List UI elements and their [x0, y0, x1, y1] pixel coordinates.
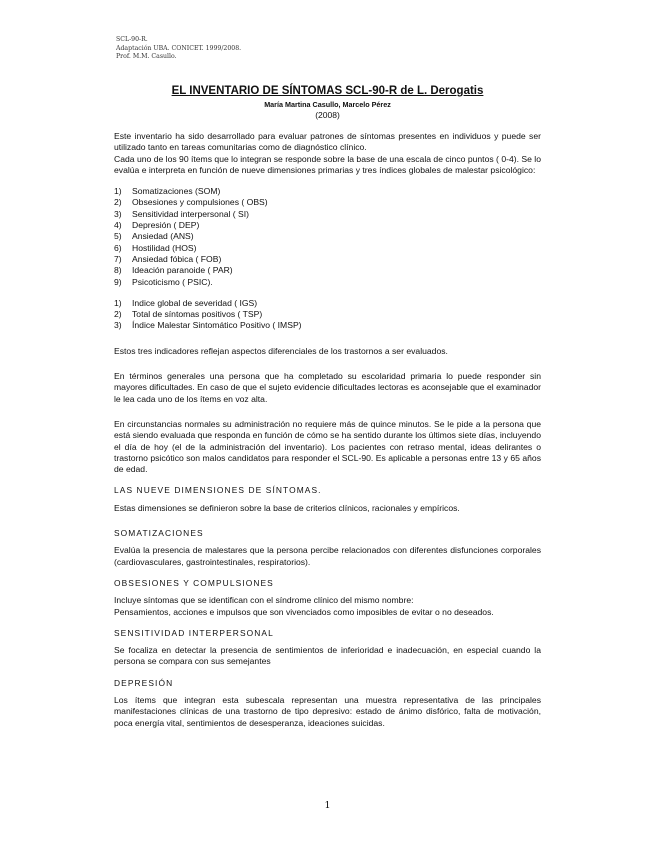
indicators-paragraph: Estos tres indicadores reflejan aspectos diferenciales de los trastornos a ser evaluados.	[114, 345, 448, 356]
section-heading-depresion: DEPRESIÓN	[114, 677, 174, 688]
section-heading-sensitividad: SENSITIVIDAD INTERPERSONAL	[114, 627, 274, 638]
document-authors: María Martina Casullo, Marcelo Pérez	[264, 100, 391, 109]
list-item: 7) Ansiedad fóbica ( FOB)	[114, 253, 222, 264]
document-title	[0, 85, 655, 98]
document-header	[116, 36, 241, 62]
section-body-somatizaciones: Evalúa la presencia de malestares que la persona percibe relacionados con diferentes disfunciones corporales (cardiovasculares, gastrointestinales, respiratorios).	[114, 545, 541, 567]
document-year: (2008)	[315, 110, 340, 120]
header-line-scale: SCL-90-R.	[116, 36, 148, 43]
general-terms-paragraph: En términos generales una persona que ha completado su escolaridad primaria lo puede responder sin mayores dificultades. En caso de que el sujeto evidencie dificultades lectoras es aconsejable que el examinador le lea cada uno de los ítems en voz alta.	[114, 371, 541, 404]
page-number: 1	[324, 800, 331, 811]
administration-paragraph: En circunstancias normales su administración no requiere más de quince minutos. Se le pide a la persona que está siendo evaluada que responda en función de cómo se ha sentido durante los últimos siete días, incluyendo el día de hoy (el de la administración del inventario). Los pacientes con retraso mental, ideas delirantes o trastorno psicótico son malos candidatos para responder el SCL-90. Es aplicable a personas entre 13 y 65 años de edad.	[114, 418, 541, 475]
list-item: 6) Hostilidad (HOS)	[114, 242, 197, 253]
list-item: 4) Depresión ( DEP)	[114, 220, 200, 231]
section-heading-dimensions: LAS NUEVE DIMENSIONES DE SÍNTOMAS.	[114, 485, 322, 496]
global-indices-list	[114, 298, 541, 332]
list-item: 3) Índice Malestar Sintomático Positivo ( IMSP)	[114, 320, 302, 331]
section-heading-somatizaciones: SOMATIZACIONES	[114, 528, 204, 539]
list-item: 2) Obsesiones y compulsiones ( OBS)	[114, 197, 268, 208]
header-line-adaptation: Adaptación UBA. CONICET. 1999/2008.	[116, 44, 242, 52]
section-body-obsesiones-1: Incluye síntomas que se identifican con el síndrome clínico del mismo nombre:	[114, 595, 414, 606]
document-title-text: EL INVENTARIO DE SÍNTOMAS SCL-90-R de L. Derogatis	[171, 85, 484, 97]
section-heading-obsesiones: OBSESIONES Y COMPULSIONES	[114, 577, 274, 588]
section-body-obsesiones-2: Pensamientos, acciones e impulsos que son vivenciados como imposibles de evitar o no deseados.	[114, 606, 494, 617]
list-item: 9) Psicoticismo ( PSIC).	[114, 276, 213, 287]
intro-paragraph-2: Cada uno de los 90 ítems que lo integran se responde sobre la base de una escala de cinco puntos ( 0-4). Se lo evalúa e interpreta en función de nueve dimensiones primarias y tres índices globales de malestar psicológico:	[114, 153, 541, 175]
list-item: 1) Somatizaciones (SOM)	[114, 186, 221, 197]
list-item: 3) Sensitividad interpersonal ( SI)	[114, 208, 250, 219]
section-body-dimensions: Estas dimensiones se definieron sobre la base de criterios clínicos, racionales y empíricos.	[114, 502, 460, 513]
header-line-author: Prof. M.M. Casullo.	[116, 53, 177, 60]
list-item: 5) Ansiedad (ANS)	[114, 231, 194, 242]
section-body-depresion: Los ítems que integran esta subescala representan una muestra representativa de las principales manifestaciones clínicas de una trastorno de tipo depresivo: estado de ánimo disfórico, falta de motivación, poca energía vital, sentimientos de desesperanza, ideaciones suicidas.	[114, 694, 541, 728]
list-item: 2) Total de síntomas positivos ( TSP)	[114, 309, 263, 320]
document-body	[114, 131, 541, 729]
intro-paragraph-1: Este inventario ha sido desarrollado para evaluar patrones de síntomas presentes en individuos y puede ser utilizado tanto en tareas comunitarias como de diagnóstico clínico.	[114, 131, 541, 153]
section-body-sensitividad: Se focaliza en detectar la presencia de sentimientos de inferioridad e inadecuación, en especial cuando la persona se compara con sus semejantes	[114, 645, 541, 667]
list-item: 1) Indice global de severidad ( IGS)	[114, 297, 258, 308]
dimensions-list	[114, 186, 541, 288]
list-item: 8) Ideación paranoide ( PAR)	[114, 265, 233, 276]
